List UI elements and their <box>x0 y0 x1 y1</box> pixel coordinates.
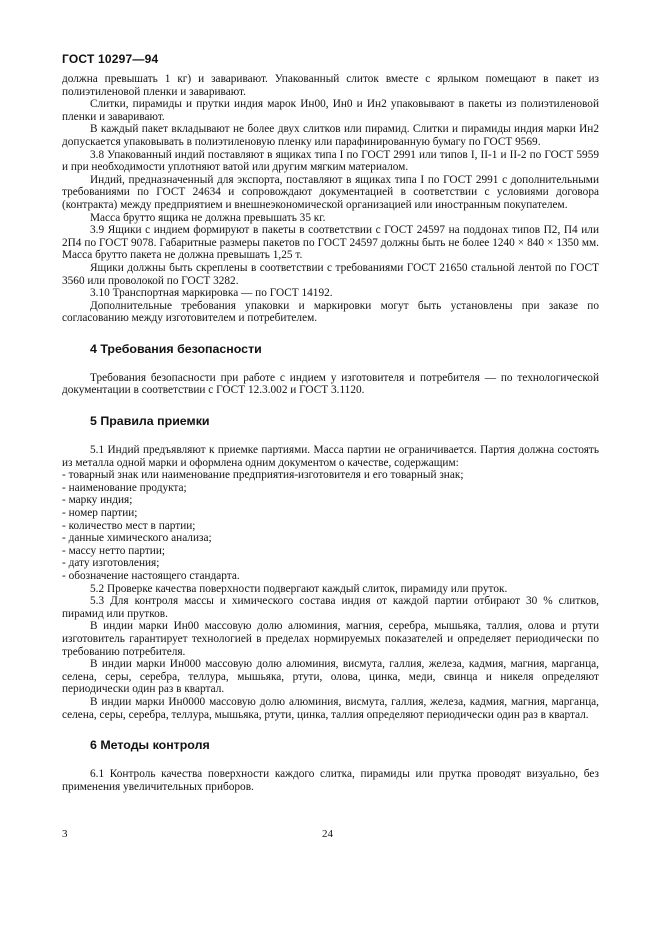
paragraph: Индий, предназначенный для экспорта, поставляют в ящиках типа I по ГОСТ 2991 с дополнительными требованиями по ГОСТ 24634 и сопровождают документацией в соответствии с условиями договора (контракта) между предприятием и внешнеэкономической организацией или иностранным покупателем. <box>62 173 599 211</box>
list-item: - дату изготовления; <box>62 557 160 570</box>
section-4-heading: 4 Требования безопасности <box>90 341 262 356</box>
document-quality-list <box>62 469 599 582</box>
list-item: - номер партии; <box>62 507 138 520</box>
document-body <box>62 73 599 793</box>
section-5-heading: 5 Правила приемки <box>90 414 210 429</box>
paragraph: Слитки, пирамиды и прутки индия марок Ин00, Ин0 и Ин2 упаковывают в пакеты из полиэтиленовой пленки и заваривают. <box>62 98 599 123</box>
paragraph: В индии марки Ин0000 массовую долю алюминия, висмута, галлия, железа, кадмия, магния, марганца, селена, серы, серебра, теллура, мышьяка, ртути, цинка, таллия определяют периодически один раз в квартал. <box>62 695 599 721</box>
paragraph: В каждый пакет вкладывают не более двух слитков или пирамид. Слитки и пирамиды индия марки Ин2 допускается упаковывать в полиэтиленовую пленку или парафинированную бумагу по ГОСТ 9569. <box>62 123 599 148</box>
document-code-header: ГОСТ 10297—94 <box>62 52 159 66</box>
page-number: 24 <box>322 828 333 840</box>
paragraph-3-8: 3.8 Упакованный индий поставляют в ящиках типа I по ГОСТ 2991 или типов I, II-1 и II-2 по ГОСТ 5959 и при необходимости уплотняют ватой или другим мягким материалом. <box>62 148 599 174</box>
list-item: - марку индия; <box>62 494 133 507</box>
paragraph: Ящики должны быть скреплены в соответствии с требованиями ГОСТ 21650 стальной лентой по ГОСТ 3560 или проволокой по ГОСТ 3282. <box>62 261 599 287</box>
list-item: - товарный знак или наименование предприятия-изготовителя и его товарный знак; <box>62 469 464 482</box>
paragraph-3-9: 3.9 Ящики с индием формируют в пакеты в соответствии с ГОСТ 24597 на поддонах типов П2, П4 или 2П4 по ГОСТ 9078. Габаритные размеры пакетов по ГОСТ 24597 должны быть не более 1240 × 840 × 1350 мм. Масса брутто пакета не должна превышать 1,25 т. <box>62 224 599 262</box>
list-item: - массу нетто партии; <box>62 544 166 557</box>
paragraph-5-1: 5.1 Индий предъявляют к приемке партиями. Масса партии не ограничивается. Партия должна состоять из металла одной марки и оформлена одним документом о качестве, содержащим: <box>62 444 599 469</box>
paragraph: В индии марки Ин00 массовую долю алюминия, магния, серебра, мышьяка, таллия, олова и ртути изготовитель гарантирует технологией в пределах нормируемых показателей и определяет периодически по требованию потребителя. <box>62 620 599 658</box>
paragraph-6-1: 6.1 Контроль качества поверхности каждого слитка, пирамиды или прутка проводят визуально, без применения увеличительных приборов. <box>62 768 599 793</box>
paragraph: В индии марки Ин000 массовую долю алюминия, висмута, галлия, железа, кадмия, магния, марганца, селена, серы, серебра, теллура, мышьяка, ртути, олова, цинка, меди, свинца и никеля определяют периодически один раз в квартал. <box>62 658 599 696</box>
paragraph-3-10: 3.10 Транспортная маркировка — по ГОСТ 14192. <box>90 287 333 300</box>
paragraph: Масса брутто ящика не должна превышать 35 кг. <box>90 211 326 224</box>
list-item: - наименование продукта; <box>62 481 187 494</box>
list-item: - обозначение настоящего стандарта. <box>62 570 240 582</box>
footer-page-marker: 3 <box>62 828 68 840</box>
paragraph: Требования безопасности при работе с индием у изготовителя и потребителя — по технологической документации в соответствии с ГОСТ 12.3.002 и ГОСТ 3.1120. <box>62 371 599 397</box>
paragraph-5-3: 5.3 Для контроля массы и химического состава индия от каждой партии отбирают 30 % слитков, пирамид или прутков. <box>62 595 599 620</box>
section-6-heading: 6 Методы контроля <box>90 738 210 753</box>
paragraph: Дополнительные требования упаковки и маркировки могут быть установлены при заказе по согласованию между изготовителем и потребителем. <box>62 299 599 325</box>
list-item: - данные химического анализа; <box>62 532 212 545</box>
list-item: - количество мест в партии; <box>62 519 196 532</box>
paragraph-5-2: 5.2 Проверке качества поверхности подвергают каждый слиток, пирамиду или пруток. <box>90 582 508 595</box>
paragraph: должна превышать 1 кг) и заваривают. Упакованный слиток вместе с ярлыком помещают в пакет из полиэтиленовой пленки и заваривают. <box>62 73 599 98</box>
